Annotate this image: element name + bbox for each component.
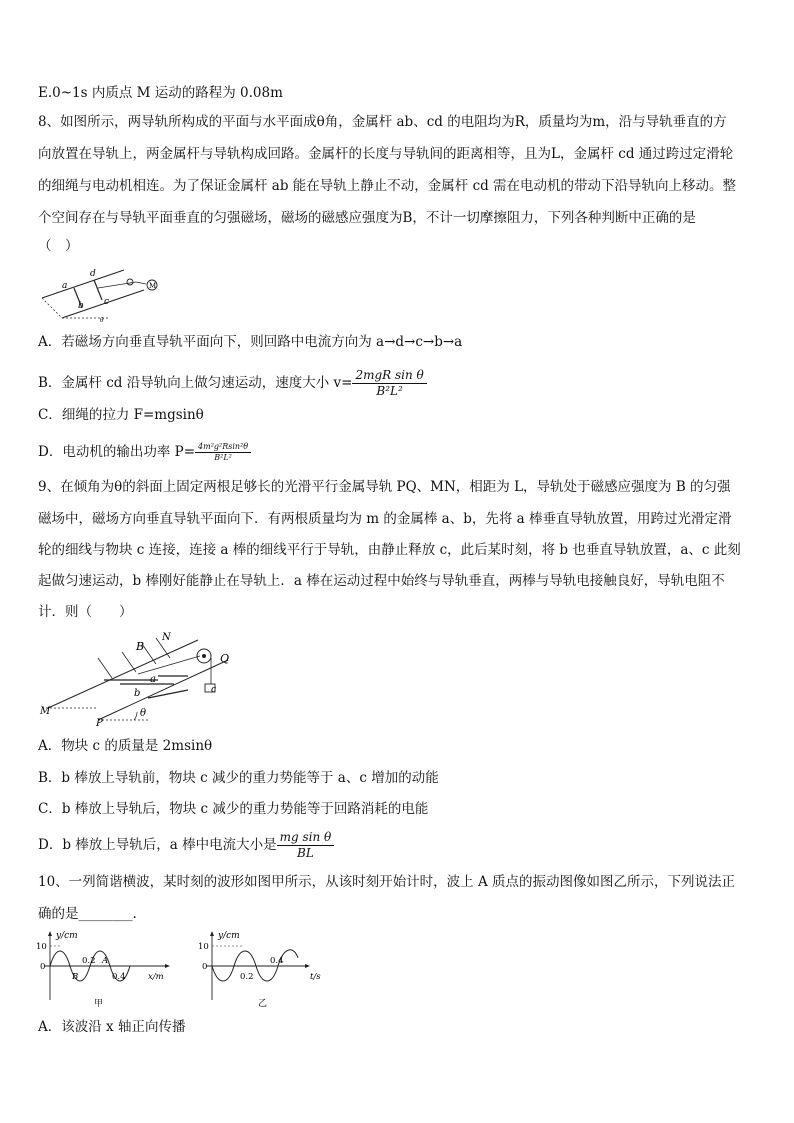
q9-option-d-fraction [277,830,335,861]
fig10-right-ylabel: y/cm [218,931,240,941]
q10-text-line2: 确的是________. [38,906,137,922]
fig10-right-xlabel: t/s [310,972,321,982]
q8-option-a: A．若磁场方向垂直导轨平面向下，则回路中电流方向为 a→d→c→b→a [38,334,463,350]
q9-option-d-text: D．b 棒放上导轨后，a 棒中电流大小是 [38,837,277,853]
fig10-left-tick-02: 0.2 [82,956,96,966]
q8-text-line5: （ ） [38,238,79,254]
q8-option-d-fraction [195,442,251,463]
q8-text-line4: 个空间存在与导轨平面垂直的匀强磁场，磁场的磁感应强度为B，不计一切摩擦阻力，下列各种判断中正确的是 [38,210,696,226]
fig10-left-xlabel: x/m [148,972,164,982]
fig10-left-ylabel: y/cm [56,931,78,941]
fig9-label-b-field: B [136,640,145,653]
q8-text-line1: 8、如图所示，两导轨所构成的平面与水平面成θ角，金属杆 ab、cd 的电阻均为R，质量均为m，沿与导轨垂直的方 [38,114,727,130]
q8-option-b-fraction [352,368,426,399]
fig9-label-m: M [40,706,51,717]
q9-text-line1: 9、在倾角为θ的斜面上固定两根足够长的光滑平行金属导轨 PQ、MN，相距为 L，导轨处于磁感应强度为 B 的匀强 [38,479,731,495]
q9-text-line2: 磁场中，磁场方向垂直导轨平面向下．有两根质量均为 m 的金属棒 a、b，先将 a 棒垂直导轨放置，用跨过光滑定滑 [38,511,732,527]
fig10-left-tick-04: 0.4 [112,972,126,982]
fig10-left-tick-0: 0 [40,962,46,972]
q8-option-b-numerator: 2mgR sin θ [352,368,426,384]
fig10-right-tick-10: 10 [198,942,209,952]
q9-text-line4: 起做匀速运动，b 棒刚好能静止在导轨上．a 棒在运动过程中始终与导轨垂直，两棒与导轨电接触良好，导轨电阻不 [38,573,725,589]
q9-text-line5: 计．则（ ） [38,604,133,620]
q10-wave-graph-right [198,928,328,1010]
q9-option-a: A．物块 c 的质量是 2msinθ [38,738,213,754]
fig9-label-b: b [134,688,141,699]
fig8-label-a: a [62,281,68,291]
q8-option-c: C．细绳的拉力 F=mgsinθ [38,407,204,423]
q8-option-d-denominator: B²L² [214,453,232,462]
fig9-label-q: Q [220,652,230,665]
fig8-label-c: c [104,297,110,307]
fig10-left-label-a: A [102,956,109,966]
q8-rail-diagram [38,262,168,324]
fig8-label-theta: θ [100,317,104,324]
q9-option-d [38,830,758,861]
q8-text-line3: 的细绳与电动机相连。为了保证金属杆 ab 能在导轨上静止不动，金属杆 cd 需在电动机的带动下沿导轨向上移动。整 [38,178,737,194]
q9-text-line3: 轮的细线与物块 c 连接，连接 a 棒的细线平行于导轨，由静止释放 c，此后某时刻，将 b 也垂直导轨放置，a、c 此刻 [38,542,741,558]
fig10-right-caption: 乙 [258,999,268,1009]
q8-option-d-numerator: 4m²g²Rsin²θ [195,442,251,453]
q10-text-line1: 10、一列简谐横波，某时刻的波形如图甲所示，从该时刻开始计时，波上 A 质点的振动图像如图乙所示，下列说法正 [38,874,736,890]
q9-option-c: C．b 棒放上导轨后，物块 c 减少的重力势能等于回路消耗的电能 [38,801,429,817]
fig8-label-d: d [90,269,96,279]
option-e-prev: E.0~1s 内质点 M 运动的路程为 0.08m [38,85,283,101]
fig9-label-p: P [96,718,103,728]
q10-wave-graph-left [36,928,176,1010]
fig9-label-a: a [150,674,156,685]
fig10-left-tick-10: 10 [36,942,47,952]
fig8-label-m: M [149,282,157,290]
fig9-label-n: N [162,632,171,643]
q8-option-d-text: D．电动机的输出功率 P= [38,444,196,460]
q10-option-a: A．该波沿 x 轴正向传播 [38,1019,186,1035]
q8-text-line2: 向放置在导轨上，两金属杆与导轨构成回路。金属杆的长度与导轨间的距离相等，且为L，金属杆 cd 通过跨过定滑轮 [38,146,734,162]
q9-option-d-numerator: mg sin θ [277,830,335,846]
fig9-label-theta: θ [140,708,147,719]
fig10-right-tick-02: 0.2 [240,972,254,982]
q9-rail-diagram [38,628,238,728]
fig8-label-b: b [78,301,84,311]
q8-option-b-denominator: B²L² [376,384,403,398]
q8-option-b [38,368,758,399]
q8-option-b-text: B．金属杆 cd 沿导轨向上做匀速运动，速度大小 v= [38,375,353,391]
fig9-label-c: c [211,685,217,695]
fig10-left-caption: 甲 [94,999,104,1009]
q9-option-b: B．b 棒放上导轨前，物块 c 减少的重力势能等于 a、c 增加的动能 [38,770,439,786]
q8-option-d [38,442,758,463]
fig10-right-tick-04: 0.4 [270,956,284,966]
q9-option-d-denominator: BL [297,846,314,860]
fig10-left-label-b: B [72,972,79,982]
fig10-right-tick-0: 0 [202,962,208,972]
